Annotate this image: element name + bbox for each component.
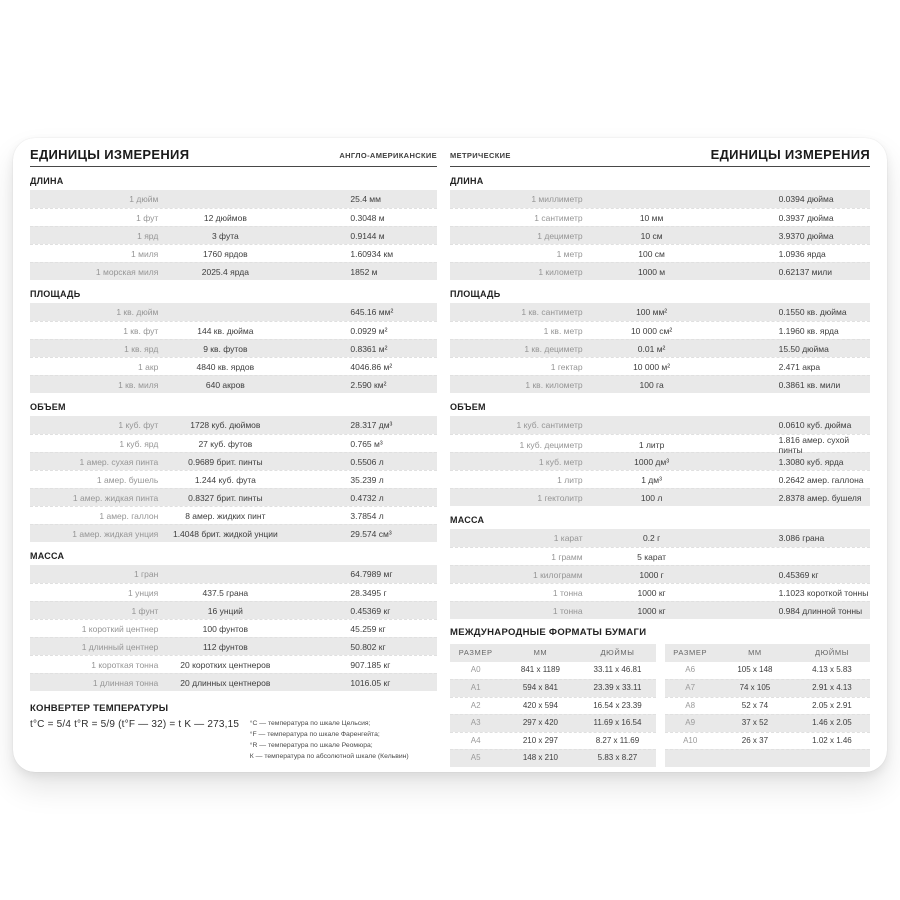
table-cell: 10 000 см² [630, 325, 673, 336]
section-title: МАССА [30, 551, 65, 561]
table-cell: 5.83 x 8.27 [597, 753, 638, 763]
page-title: ЕДИНИЦЫ ИЗМЕРЕНИЯ [30, 147, 190, 162]
table-row [450, 732, 656, 750]
table-cell: 1.816 амер. сухой пинты [778, 435, 850, 455]
table-cell: 1 кв. дюйм [116, 307, 159, 317]
paper-table-header-row [450, 644, 656, 662]
table-row [450, 434, 870, 455]
table-row [30, 601, 437, 619]
table-cell: 105 x 148 [737, 665, 773, 675]
paper-header-inches: ДЮЙМЫ [815, 647, 849, 657]
table-row [30, 488, 437, 506]
table-cell: A8 [685, 700, 696, 710]
table-cell: 0.8327 брит. пинты [188, 492, 263, 503]
table-cell: 52 x 74 [741, 700, 769, 710]
table-row [30, 262, 437, 280]
table-cell: 437.5 грана [202, 587, 249, 598]
table-cell: 1 дециметр [537, 230, 583, 241]
table-cell: 1 куб. ярд [119, 438, 159, 449]
table-cell: 1 кв. ярд [124, 343, 159, 354]
table-cell: 1 литр [557, 474, 583, 485]
table-cell: 0.9689 брит. пинты [188, 456, 263, 467]
table-cell: 20 коротких центнеров [180, 659, 271, 670]
table-cell: 1852 м [350, 266, 378, 277]
left-page-anglo-american-units [30, 148, 437, 766]
table-row [450, 547, 870, 565]
table-cell: A0 [470, 665, 481, 675]
table-cell: 1 куб. дециметр [519, 440, 583, 450]
paper-header-mm: ММ [748, 647, 762, 657]
table-cell: 1 короткий центнер [81, 623, 159, 634]
table-cell: 1.3080 куб. ярда [778, 456, 844, 467]
table-cell: 20 длинных центнеров [180, 677, 271, 688]
table-cell: 0.1550 кв. дюйма [778, 307, 847, 317]
table-cell: 100 л [640, 492, 663, 503]
section-mass [30, 551, 437, 691]
table-cell: 1.1023 короткой тонны [778, 587, 869, 598]
table-cell: 1 амер. жидкая унция [72, 528, 159, 539]
table-row [30, 673, 437, 691]
section-title: МАССА [450, 515, 485, 525]
table-cell: 1 кв. сантиметр [521, 307, 583, 317]
page-title: ЕДИНИЦЫ ИЗМЕРЕНИЯ [710, 147, 870, 162]
table-cell: 0.8361 м² [350, 343, 388, 354]
table-row [30, 619, 437, 637]
table-row [450, 529, 870, 547]
table-cell: 1 дм³ [641, 474, 662, 485]
table-cell: 33.11 x 46.81 [593, 665, 642, 675]
table-cell: 4.13 x 5.83 [812, 665, 852, 675]
table-cell: 1 длинная тонна [92, 677, 159, 688]
units-table [30, 565, 437, 691]
paper-header-inches: ДЮЙМЫ [600, 647, 635, 657]
table-cell: 1.02 x 1.46 [812, 735, 852, 745]
units-table [30, 416, 437, 542]
table-cell: 0.9144 м [350, 230, 385, 241]
table-cell: 0.45369 кг [350, 605, 391, 616]
table-cell: 3.086 грана [778, 533, 825, 543]
table-cell: 0.5506 л [350, 456, 384, 467]
units-table [450, 303, 870, 393]
table-cell: 35.239 л [350, 474, 384, 485]
table-cell: A2 [470, 700, 481, 710]
table-cell: 0.4732 л [350, 492, 384, 503]
table-cell: 1.60934 км [350, 248, 394, 259]
table-cell: 0.2642 амер. галлона [778, 474, 864, 485]
table-cell: 1 унция [128, 587, 159, 598]
table-cell: 1.4048 брит. жидкой унции [172, 528, 278, 539]
table-row [450, 714, 656, 732]
table-row [30, 655, 437, 673]
paper-table-body [450, 662, 656, 767]
table-cell: 1000 г [639, 569, 664, 580]
table-row [30, 524, 437, 542]
table-cell: 1760 ярдов [203, 248, 248, 259]
table-row [665, 662, 871, 680]
table-cell: A10 [683, 735, 698, 745]
table-cell: 100 см [638, 248, 665, 259]
table-cell: 1728 куб. дюймов [190, 420, 261, 430]
table-cell: 1 фунт [131, 605, 159, 616]
table-cell: 27 куб. футов [198, 438, 253, 449]
table-row [30, 226, 437, 244]
table-cell: 28.317 дм³ [350, 420, 393, 430]
table-cell: 3.9370 дюйма [778, 230, 834, 241]
edition-label: АНГЛО-АМЕРИКАНСКИЕ [339, 151, 437, 160]
table-cell: 297 x 420 [522, 718, 558, 728]
table-cell: A1 [470, 683, 481, 693]
table-cell: 10 мм [639, 212, 664, 223]
paper-formats-tables [450, 644, 870, 767]
table-cell: 1 километр [538, 266, 583, 277]
table-cell: 1 тонна [552, 605, 583, 616]
table-cell: 1 амер. жидкая пинта [72, 492, 159, 503]
table-cell: 2.8378 амер. бушеля [778, 492, 862, 503]
table-cell: 907.185 кг [350, 659, 391, 670]
table-cell: 8.27 x 11.69 [595, 735, 640, 745]
table-cell: 0.0929 м² [350, 325, 388, 336]
table-row [30, 321, 437, 339]
section-title: ДЛИНА [30, 176, 64, 186]
table-cell: 0.45369 кг [778, 569, 819, 580]
table-cell: A9 [685, 718, 696, 728]
table-row [450, 303, 870, 321]
table-cell: 10 000 м² [633, 361, 671, 372]
table-cell: 1 кв. метр [543, 325, 583, 336]
table-cell: 2.471 акра [778, 361, 821, 372]
table-cell: 3 фута [211, 230, 239, 241]
temperature-legend-line: К — температура по абсолютной шкале (Кельвин) [249, 752, 409, 760]
table-cell: 2.590 км² [350, 379, 387, 390]
table-row [665, 697, 871, 715]
temperature-converter-title: КОНВЕРТЕР ТЕМПЕРАТУРЫ [30, 703, 169, 714]
table-cell: 1 амер. сухая пинта [79, 456, 159, 467]
table-cell: 4840 кв. ярдов [196, 361, 255, 372]
table-cell: 420 x 594 [522, 700, 558, 710]
table-row [30, 452, 437, 470]
table-cell: 112 фунтов [202, 641, 248, 652]
table-cell: 1.1960 кв. ярда [778, 325, 839, 336]
table-cell: 23.39 x 33.11 [593, 683, 642, 693]
table-row [450, 679, 656, 697]
table-cell: 640 акров [205, 379, 245, 390]
table-cell: 45.259 кг [350, 623, 386, 634]
table-cell: 0.765 м³ [350, 438, 383, 449]
table-row [450, 583, 870, 601]
table-cell: 12 дюймов [203, 212, 247, 223]
section-length [450, 176, 870, 280]
units-table [450, 190, 870, 280]
section-area [30, 289, 437, 393]
table-row [30, 637, 437, 655]
table-cell: 100 га [639, 379, 664, 390]
table-row [450, 697, 656, 715]
section-title: ПЛОЩАДЬ [450, 289, 501, 299]
table-row [450, 601, 870, 619]
table-cell: 645.16 мм² [350, 307, 394, 317]
table-row [450, 375, 870, 393]
table-row [450, 662, 656, 680]
table-cell: 0.2 г [642, 533, 661, 543]
table-cell: 16.54 x 23.39 [593, 700, 642, 710]
right-page-header [450, 148, 870, 162]
table-cell: 5 карат [637, 551, 667, 562]
table-cell: 15.50 дюйма [778, 343, 829, 354]
table-cell: 1 грамм [551, 551, 583, 562]
table-cell: 1 куб. сантиметр [516, 420, 583, 430]
table-cell: 0.3048 м [350, 212, 385, 223]
table-row [30, 506, 437, 524]
table-cell: 1 миллиметр [531, 194, 583, 204]
table-row [665, 714, 871, 732]
table-cell: 1000 дм³ [634, 456, 670, 467]
paper-header-size: РАЗМЕР [458, 647, 493, 657]
temperature-legend-line: °F — температура по шкале Фаренгейта; [249, 730, 380, 738]
table-row [450, 321, 870, 339]
table-cell: 144 кв. дюйма [197, 325, 254, 336]
temperature-converter-body [30, 719, 437, 763]
table-cell: 1000 кг [637, 587, 666, 598]
table-cell: 10 см [640, 230, 663, 241]
table-row [665, 749, 871, 767]
section-volume [30, 402, 437, 542]
table-cell: 1 амер. бушель [96, 474, 159, 485]
table-row [450, 244, 870, 262]
table-cell: 64.7989 мг [350, 569, 393, 579]
paper-table-body [665, 662, 871, 767]
table-cell: 9 кв. футов [203, 343, 248, 354]
units-table [450, 529, 870, 619]
table-cell: 26 x 37 [741, 735, 769, 745]
table-row [450, 262, 870, 280]
table-cell: 1 килограмм [533, 569, 583, 580]
table-row [450, 226, 870, 244]
units-table [30, 303, 437, 393]
edition-label: МЕТРИЧЕСКИЕ [450, 151, 511, 160]
section-volume [450, 402, 870, 506]
table-cell: 1 кв. фут [123, 325, 159, 336]
paper-table-a6-a10 [665, 644, 871, 767]
table-cell: A7 [685, 683, 696, 693]
table-row [30, 244, 437, 262]
table-cell: 1 акр [138, 361, 159, 372]
temperature-legend-line: °C — температура по шкале Цельсия; [249, 720, 371, 727]
section-title: ОБЪЕМ [30, 402, 66, 412]
temperature-converter [30, 703, 437, 763]
temperature-legend [250, 719, 437, 763]
table-cell: 1 кв. дециметр [524, 343, 583, 354]
table-cell: 1 литр [638, 440, 665, 450]
table-cell: 841 x 1189 [520, 665, 560, 675]
table-row [30, 583, 437, 601]
table-row [30, 303, 437, 321]
table-cell: 1.244 куб. фута [194, 474, 256, 485]
table-cell: 100 фунтов [202, 623, 249, 634]
table-cell: 1000 кг [637, 605, 666, 616]
table-cell: 2.91 x 4.13 [812, 683, 852, 693]
paper-formats [450, 627, 870, 767]
table-cell: 1 амер. галлон [99, 510, 159, 521]
table-cell: 1 сантиметр [534, 212, 583, 223]
table-cell: 1 короткая тонна [91, 659, 159, 670]
paper-table-a0-a5 [450, 644, 656, 767]
table-cell: 1000 м [638, 266, 666, 277]
table-cell: 0.0610 куб. дюйма [778, 420, 852, 430]
table-row [30, 434, 437, 452]
table-cell: 1 миля [131, 248, 159, 259]
table-cell: 0.3861 кв. мили [778, 379, 841, 390]
table-cell: 1.0936 ярда [778, 248, 826, 259]
table-row [450, 416, 870, 434]
table-row [30, 375, 437, 393]
table-cell: 1 куб. фут [118, 420, 159, 430]
section-title: ДЛИНА [450, 176, 484, 186]
units-table [30, 190, 437, 280]
table-cell: 16 унций [207, 605, 243, 616]
table-cell: 1 гектолитр [537, 492, 583, 503]
table-cell: 1 куб. метр [538, 456, 583, 467]
table-cell: 1 фут [136, 212, 159, 223]
section-title: ПЛОЩАДЬ [30, 289, 81, 299]
table-cell: 1 метр [556, 248, 583, 259]
table-row [450, 749, 656, 767]
table-cell: 1.46 x 2.05 [812, 718, 852, 728]
table-row [450, 470, 870, 488]
table-row [30, 208, 437, 226]
header-rule [30, 166, 437, 167]
paper-table-header-row [665, 644, 871, 662]
table-row [450, 488, 870, 506]
table-cell: 100 мм² [636, 307, 668, 317]
table-row [665, 732, 871, 750]
table-cell: 0.0394 дюйма [778, 194, 834, 204]
table-cell: 1 дюйм [129, 194, 159, 204]
table-cell: 11.69 x 16.54 [593, 718, 642, 728]
table-cell: 1 тонна [552, 587, 583, 598]
table-cell: 28.3495 г [350, 587, 387, 598]
table-cell: 74 x 105 [739, 683, 771, 693]
table-cell: 37 x 52 [741, 718, 769, 728]
table-cell: 0.984 длинной тонны [778, 605, 863, 616]
table-row [30, 416, 437, 434]
table-row [665, 679, 871, 697]
table-cell: 1 кв. километр [525, 379, 583, 390]
table-cell: A3 [470, 718, 481, 728]
table-cell: 0.01 м² [637, 343, 666, 354]
table-cell: 1 гран [133, 569, 159, 579]
table-cell: 1 ярд [137, 230, 159, 241]
table-row [30, 565, 437, 583]
planner-reference-spread [13, 138, 887, 772]
table-cell: 1 морская миля [95, 266, 159, 277]
table-row [30, 357, 437, 375]
table-cell: 594 x 841 [522, 683, 558, 693]
table-cell: 0.62137 мили [778, 266, 832, 277]
section-mass [450, 515, 870, 619]
section-length [30, 176, 437, 280]
table-cell: 29.574 см³ [350, 528, 392, 539]
table-row [30, 470, 437, 488]
table-cell: 1 карат [553, 533, 583, 543]
table-cell: 1 гектар [550, 361, 583, 372]
section-area [450, 289, 870, 393]
table-row [450, 565, 870, 583]
table-row [450, 190, 870, 208]
temperature-formula: t°C = 5/4 t°R = 5/9 (t°F — 32) = t K — 273,15 [30, 719, 240, 730]
table-cell: A6 [685, 665, 696, 675]
table-cell: 25.4 мм [350, 194, 381, 204]
paper-header-mm: ММ [533, 647, 548, 657]
table-cell: 210 x 297 [522, 735, 558, 745]
table-cell: 1 длинный центнер [81, 641, 159, 652]
header-rule [450, 166, 870, 167]
table-row [450, 208, 870, 226]
table-row [30, 190, 437, 208]
right-page-metric-units [450, 148, 870, 766]
table-cell: 50.802 кг [350, 641, 386, 652]
table-row [30, 339, 437, 357]
table-cell: 2.05 x 2.91 [812, 700, 852, 710]
table-cell: A5 [470, 753, 481, 763]
section-title: ОБЪЕМ [450, 402, 486, 412]
table-row [450, 339, 870, 357]
table-cell: 4046.86 м² [350, 361, 393, 372]
left-page-header [30, 148, 437, 162]
table-cell: 2025.4 ярда [201, 266, 249, 277]
paper-formats-title: МЕЖДУНАРОДНЫЕ ФОРМАТЫ БУМАГИ [450, 627, 647, 638]
table-cell: 148 x 210 [522, 753, 558, 763]
table-row [450, 357, 870, 375]
table-cell: 0.3937 дюйма [778, 212, 834, 223]
table-cell: 3.7854 л [350, 510, 384, 521]
units-table [450, 416, 870, 506]
table-cell: A4 [470, 735, 481, 745]
temperature-legend-line: °R — температура по шкале Реомюра; [249, 741, 373, 749]
paper-header-size: РАЗМЕР [673, 647, 708, 657]
table-cell: 1 кв. миля [118, 379, 159, 390]
table-cell: 1016.05 кг [350, 677, 391, 688]
table-cell: 8 амер. жидких пинт [185, 510, 266, 521]
